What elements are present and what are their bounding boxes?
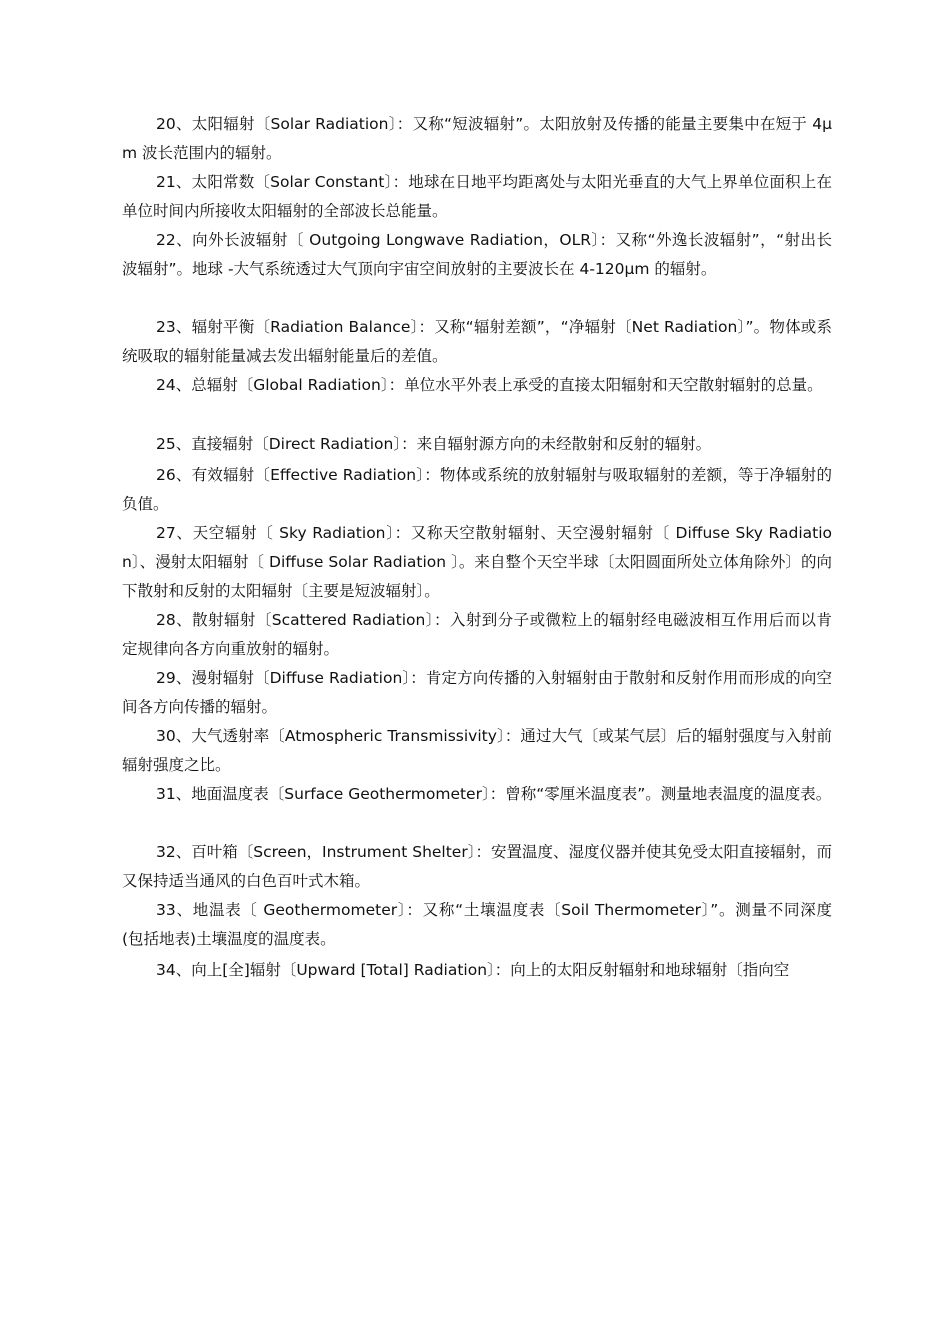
term-entry-20: 20、太阳辐射〔Solar Radiation〕：又称“短波辐射”。太阳放射及传播的能量主要集中在短于 4μm 波长范围内的辐射。 <box>122 115 832 162</box>
term-entry-34: 34、向上[全]辐射〔Upward [Total] Radiation〕：向上的太阳反射辐射和地球辐射〔指向空 <box>156 961 790 979</box>
term-entry-26: 26、有效辐射〔Effective Radiation〕：物体或系统的放射辐射与吸取辐射的差额，等于净辐射的负值。 <box>122 466 832 513</box>
term-entry-30: 30、大气透射率〔Atmospheric Transmissivity〕：通过大气〔或某气层〕后的辐射强度与入射前辐射强度之比。 <box>122 727 832 774</box>
term-entry-25: 25、直接辐射〔Direct Radiation〕：来自辐射源方向的未经散射和反射的辐射。 <box>156 435 712 453</box>
term-entry-31: 31、地面温度表〔Surface Geothermometer〕：曾称“零厘米温度表”。测量地表温度的温度表。 <box>156 785 832 803</box>
term-entry-22: 22、向外长波辐射〔 Outgoing Longwave Radiation，OLR〕：又称“外逸长波辐射”，“射出长波辐射”。地球 -大气系统透过大气顶向宇宙空间放射的主要波长在 4-120μm 的辐射。 <box>122 231 832 278</box>
term-entry-27: 27、天空辐射〔 Sky Radiation〕：又称天空散射辐射、天空漫射辐射〔 Diffuse Sky Radiation〕、漫射太阳辐射〔 Diffuse Solar Radiation 〕。来自整个天空半球〔太阳圆面所处立体角除外〕的向下散射和反射的太阳辐射〔主要是短波辐射〕。 <box>122 524 832 600</box>
term-entry-33: 33、地温表〔 Geothermometer〕：又称“土壤温度表〔Soil Thermometer〕”。测量不同深度 (包括地表)土壤温度的温度表。 <box>122 901 832 948</box>
term-entry-23: 23、辐射平衡〔Radiation Balance〕：又称“辐射差额”，“净辐射〔Net Radiation〕”。物体或系统吸取的辐射能量减去发出辐射能量后的差值。 <box>122 318 832 365</box>
term-entry-24: 24、总辐射〔Global Radiation〕：单位水平外表上承受的直接太阳辐射和天空散射辐射的总量。 <box>156 376 823 394</box>
term-entry-21: 21、太阳常数〔Solar Constant〕：地球在日地平均距离处与太阳光垂直的大气上界单位面积上在单位时间内所接收太阳辐射的全部波长总能量。 <box>122 173 832 220</box>
term-entry-29: 29、漫射辐射〔Diffuse Radiation〕：肯定方向传播的入射辐射由于散射和反射作用而形成的向空间各方向传播的辐射。 <box>122 669 832 716</box>
term-entry-32: 32、百叶箱〔Screen，Instrument Shelter〕：安置温度、湿度仪器并使其免受太阳直接辐射，而又保持适当通风的白色百叶式木箱。 <box>122 843 832 890</box>
term-entry-28: 28、散射辐射〔Scattered Radiation〕：入射到分子或微粒上的辐射经电磁波相互作用后而以肯定规律向各方向重放射的辐射。 <box>122 611 832 658</box>
